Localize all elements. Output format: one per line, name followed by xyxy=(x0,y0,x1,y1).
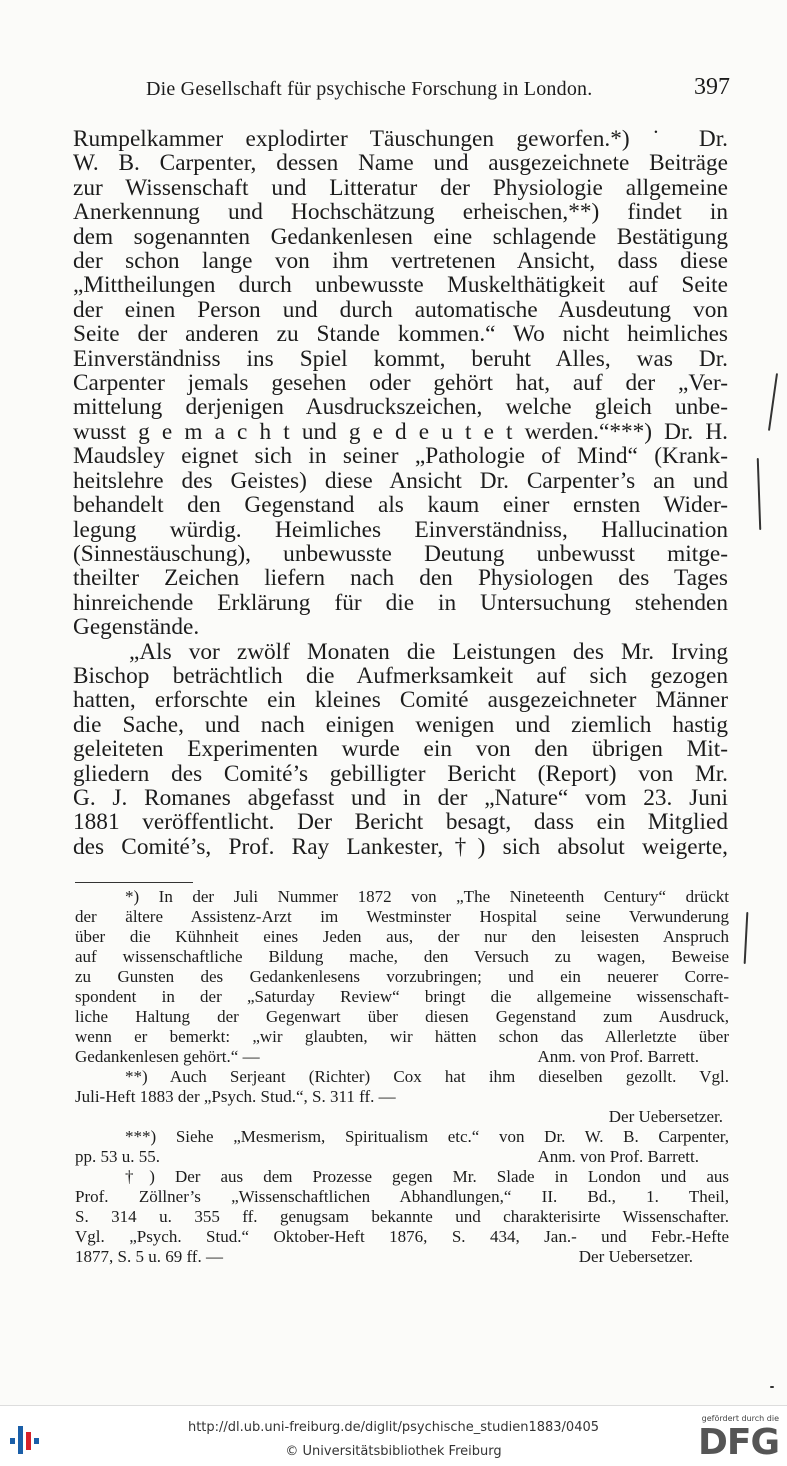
text-line: wusst g e m a c h t und g e d e u t e t werden.“***) Dr. H. xyxy=(73,418,728,445)
margin-mark xyxy=(770,1386,774,1388)
viewer-footer xyxy=(0,1405,787,1466)
text-line: „Als vor zwölf Monaten die Leistungen des Mr. Irving xyxy=(129,638,728,665)
footnote-text: Gedankenlesen gehört.“ — xyxy=(75,1047,260,1066)
footnote-signature: Der Uebersetzer. xyxy=(578,1247,693,1266)
dfg-logo-icon: DFG xyxy=(697,1422,779,1463)
footnote-line xyxy=(75,1247,729,1267)
text-line: 1881 veröffentlicht. Der Bericht besagt, dass ein Mitglied xyxy=(73,809,728,836)
text-line: geleiteten Experimenten wurde ein von den übrigen Mit- xyxy=(73,736,728,763)
text-line: theilter Zeichen liefern nach den Physiologen des Tages xyxy=(73,565,728,592)
footnote-line xyxy=(75,1147,729,1167)
text-line: Maudsley eignet sich in seiner „Pathologie of Mind“ (Krank- xyxy=(73,443,728,470)
dfg-caption: gefördert durch die xyxy=(701,1414,779,1423)
footnote-line: Juli-Heft 1883 der „Psych. Stud.“, S. 311 ff. — xyxy=(75,1087,396,1106)
footnote-signature: Anm. von Prof. Barrett. xyxy=(537,1047,699,1066)
footnote-line: spondent in der „Saturday Review“ bringt die allgemeine wissenschaft- xyxy=(75,987,729,1006)
text-line: „Mittheilungen durch unbewusste Muskelthätigkeit auf Seite xyxy=(73,272,728,299)
text-line: der schon lange von ihm vertretenen Ansicht, dass diese xyxy=(73,248,728,275)
margin-mark xyxy=(744,912,749,964)
footnote-text: pp. 53 u. 55. xyxy=(75,1147,160,1166)
text-line: der einen Person und durch automatische Ausdeutung von xyxy=(73,296,728,323)
footnote-line: *) In der Juli Nummer 1872 von „The Nineteenth Century“ drückt xyxy=(125,887,729,906)
text-line: behandelt den Gegenstand als kaum einer ernsten Wider- xyxy=(73,492,728,519)
body-text xyxy=(73,127,728,859)
footnote-rule xyxy=(75,882,193,883)
text-line: Carpenter jemals gesehen oder gehört hat, auf der „Ver- xyxy=(73,370,728,397)
footnote-line: liche Haltung der Gegenwart über diesen Gegenstand zum Ausdruck, xyxy=(75,1007,729,1026)
footnote-line: **) Auch Serjeant (Richter) Cox hat ihm dieselben gezollt. Vgl. xyxy=(125,1067,729,1086)
dfg-logo xyxy=(699,1414,779,1462)
running-title: Die Gesellschaft für psychische Forschung in London. xyxy=(146,78,593,100)
text-line: dem sogenannten Gedankenlesen eine schlagende Bestätigung xyxy=(73,223,728,250)
footnote-line: zu Gunsten des Gedankenlesens vorzubringen; und ein neuerer Corre- xyxy=(75,967,729,986)
footnote-line: auf wissenschaftliche Bildung mache, den Versuch zu wagen, Beweise xyxy=(75,947,729,966)
footnotes xyxy=(75,887,729,1267)
text-line: hinreichende Erklärung für die in Untersuchung stehenden xyxy=(73,589,728,616)
text-line: die Sache, und nach einigen wenigen und ziemlich hastig xyxy=(73,711,728,738)
text-line: Gegenstände. xyxy=(73,614,200,641)
text-line: Einverständniss ins Spiel kommt, beruht Alles, was Dr. xyxy=(73,345,728,372)
page-number: 397 xyxy=(694,74,730,100)
text-line: G. J. Romanes abgefasst und in der „Nature“ vom 23. Juni xyxy=(73,784,728,811)
footnote-line: über die Kühnheit eines Jeden aus, der nur den leisesten Anspruch xyxy=(75,927,729,946)
text-line: Anerkennung und Hochschätzung erheischen,**) findet in xyxy=(73,199,728,226)
footnote-line: der ältere Assistenz-Arzt im Westminster Hospital seine Verwunderung xyxy=(75,907,729,926)
text-line: Seite der anderen zu Stande kommen.“ Wo nicht heimliches xyxy=(73,321,728,348)
margin-mark xyxy=(757,458,762,530)
footnote-line: S. 314 u. 355 ff. genugsam bekannte und charakterisirte Wissenschafter. xyxy=(75,1207,729,1226)
footnote-line xyxy=(75,1047,729,1067)
text-line: legung würdig. Heimliches Einverständniss, Hallucination xyxy=(73,516,728,543)
text-line: mittelung derjenigen Ausdruckszeichen, welche gleich unbe- xyxy=(73,394,728,421)
text-line: W. B. Carpenter, dessen Name und ausgezeichnete Beiträge xyxy=(73,150,728,177)
footnote-text: 1877, S. 5 u. 69 ff. — xyxy=(75,1247,223,1266)
text-line: gliedern des Comité’s gebilligter Bericht (Report) von Mr. xyxy=(73,760,728,787)
text-line: (Sinnestäuschung), unbewusste Deutung unbewusst mitge- xyxy=(73,540,728,567)
footnote-line: ***) Siehe „Mesmerism, Spiritualism etc.“ von Dr. W. B. Carpenter, xyxy=(125,1127,729,1146)
footnote-line: Prof. Zöllner’s „Wissenschaftlichen Abhandlungen,“ II. Bd., 1. Theil, xyxy=(75,1187,729,1206)
copyright-notice: © Universitätsbibliothek Freiburg xyxy=(285,1444,502,1459)
margin-mark xyxy=(768,373,778,431)
footnote-signature: Der Uebersetzer. xyxy=(608,1107,723,1126)
text-line: Bischop beträchtlich die Aufmerksamkeit auf sich gezogen xyxy=(73,662,728,689)
text-line: heitslehre des Geistes) diese Ansicht Dr. Carpenter’s an und xyxy=(73,467,728,494)
text-line: zur Wissenschaft und Litteratur der Physiologie allgemeine xyxy=(73,174,728,201)
footnote-line: †) Der aus dem Prozesse gegen Mr. Slade in London und aus xyxy=(125,1167,729,1186)
text-line: des Comité’s, Prof. Ray Lankester,†) sich absolut weigerte, xyxy=(73,833,728,860)
footnote-signature: Anm. von Prof. Barrett. xyxy=(537,1147,699,1166)
footnote-line: wenn er bemerkt: „wir glaubten, wir hätten schon das Allerletzte über xyxy=(75,1027,729,1046)
permalink-url[interactable]: http://dl.ub.uni-freiburg.de/diglit/psychische_studien1883/0405 xyxy=(187,1420,600,1435)
text-line: Rumpelkammer explodirter Täuschungen geworfen.*) ˙ Dr. xyxy=(73,126,728,152)
text-line: hatten, erforschte ein kleines Comité ausgezeichneter Männer xyxy=(73,687,728,714)
footnote-line: Vgl. „Psych. Stud.“ Oktober-Heft 1876, S. 434, Jan.- und Febr.-Hefte xyxy=(75,1227,729,1246)
